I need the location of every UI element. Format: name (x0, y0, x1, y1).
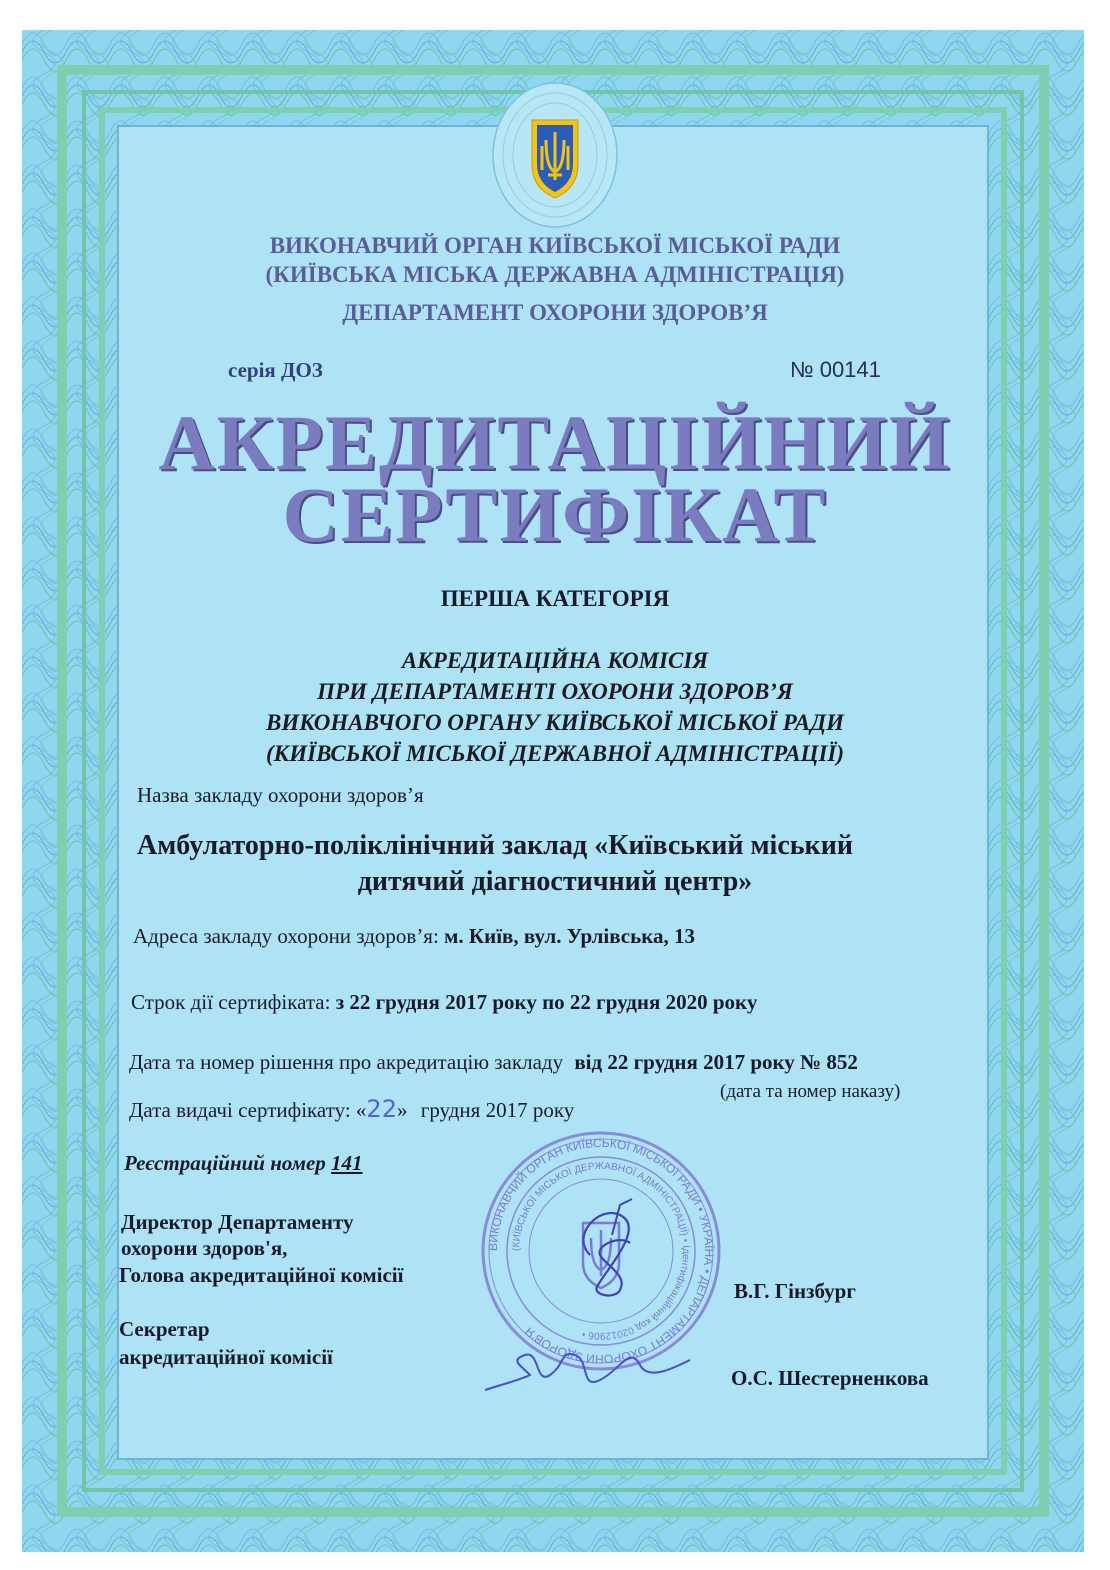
certificate-number: № 00141 (790, 357, 881, 382)
commission-line-1: АКРЕДИТАЦІЙНА КОМІСІЯ (401, 648, 709, 673)
facility-name-line-1: Амбулаторно-поліклінічний заклад «Київський міський (137, 830, 853, 861)
commission-line-4: (КИЇВСЬКОЇ МІСЬКОЇ ДЕРЖАВНОЇ АДМІНІСТРАЦІЇ) (266, 741, 844, 766)
header-department: ДЕПАРТАМЕНТ ОХОРОНИ ЗДОРОВ’Я (342, 300, 768, 325)
registration-label: Реєстраційний номер (124, 1151, 326, 1175)
validity-row (131, 990, 757, 1015)
registration-row (124, 1151, 363, 1176)
director-title-line-2: охорони здоров'я, (121, 1236, 288, 1260)
secretary-title-line-1: Секретар (119, 1317, 210, 1341)
director-name: В.Г. Гінзбург (734, 1279, 856, 1303)
director-title-line-1: Директор Департаменту (121, 1210, 354, 1234)
category: ПЕРША КАТЕГОРІЯ (440, 586, 670, 611)
commission-line-2: ПРИ ДЕПАРТАМЕНТІ ОХОРОНИ ЗДОРОВ’Я (317, 679, 793, 704)
facility-name-line-2: дитячий діагностичний центр» (357, 866, 753, 897)
validity-label: Строк дії сертифіката: (131, 990, 331, 1014)
trident-coat-of-arms-icon (490, 80, 620, 230)
issue-label: Дата видачі сертифікату: « (129, 1098, 367, 1122)
commission-line-3: ВИКОНАВЧОГО ОРГАНУ КИЇВСЬКОЇ МІСЬКОЇ РАДИ (265, 710, 845, 735)
stamp-inner-ring-text: (КИЇВСЬКОЇ МІСЬКОЇ ДЕРЖАВНОЇ АДМІНІСТРАЦІЇ) • Ідентифікаційний код 02012906 • (510, 1160, 692, 1342)
validity-value: з 22 грудня 2017 року по 22 грудня 2020 року (335, 990, 758, 1014)
secretary-signature (480, 1330, 700, 1410)
secretary-title-line-2: акредитаційної комісії (119, 1345, 333, 1369)
series-label: серія ДОЗ (228, 358, 323, 382)
title-line-1: АКРЕДИТАЦІЙНИЙ (158, 399, 952, 486)
issue-day-handwritten: 22 (366, 1095, 397, 1123)
secretary-name: О.С. Шестерненкова (731, 1366, 929, 1390)
decision-note: (дата та номер наказу) (720, 1081, 901, 1102)
director-signature (560, 1195, 670, 1310)
facility-label: Назва закладу охорони здоров’я (137, 783, 424, 807)
title-line-2: СЕРТИФІКАТ (282, 471, 828, 558)
registration-number: 141 (331, 1151, 363, 1175)
header-line-1: ВИКОНАВЧИЙ ОРГАН КИЇВСЬКОЇ МІСЬКОЇ РАДИ (269, 233, 841, 258)
issue-row (129, 1095, 574, 1123)
decision-label: Дата та номер рішення про акредитацію закладу (129, 1050, 564, 1074)
address-value: м. Київ, вул. Урлівська, 13 (444, 924, 696, 948)
stamp-outer-ring-text: ВИКОНАВЧИЙ ОРГАН КИЇВСЬКОЇ МІСЬКОЇ РАДИ • УКРАЇНА • ДЕПАРТАМЕНТ ОХОРОНИ ЗДОРОВ'Я (485, 1135, 717, 1367)
issue-close-quote: » (396, 1098, 408, 1122)
decision-row (129, 1050, 858, 1075)
decision-value: від 22 грудня 2017 року № 852 (574, 1050, 858, 1074)
issue-rest: грудня 2017 року (420, 1098, 575, 1122)
header-line-2: (КИЇВСЬКА МІСЬКА ДЕРЖАВНА АДМІНІСТРАЦІЯ) (265, 262, 845, 287)
director-title-line-3: Голова акредитаційної комісії (119, 1263, 404, 1287)
address-row (133, 924, 695, 949)
address-label: Адреса закладу охорони здоров’я: (133, 924, 439, 948)
